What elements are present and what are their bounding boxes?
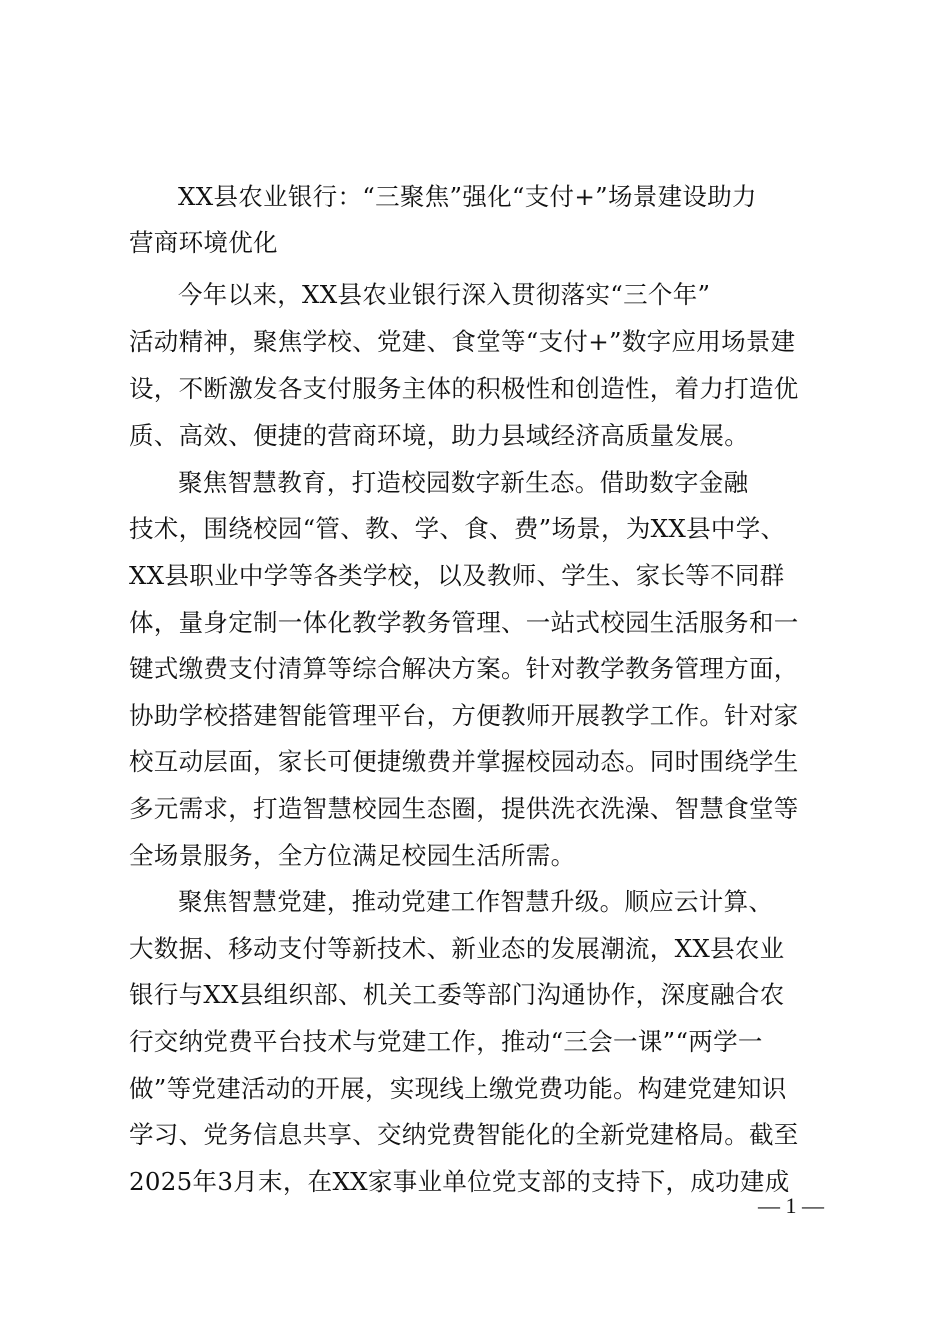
paragraph-3-line-3: 银行与XX县组织部、机关工委等部门沟通协作，深度融合农 <box>129 980 785 1009</box>
paragraph-2-line-5: 键式缴费支付清算等综合解决方案。针对教学教务管理方面， <box>129 654 799 683</box>
paragraph-3-line-5: 做”等党建活动的开展，实现线上缴党费功能。构建党建知识 <box>129 1074 787 1103</box>
paragraph-2-line-4: 体，量身定制一体化教学教务管理、一站式校园生活服务和一 <box>129 608 799 637</box>
paragraph-1-line-3: 设，不断激发各支付服务主体的积极性和创造性，着力打造优 <box>129 374 799 403</box>
paragraph-2-line-2: 技术，围绕校园“管、教、学、食、费”场景，为XX县中学、 <box>129 514 786 543</box>
title-line-1: XX县农业银行：“三聚焦”强化“支付+”场景建设助力 <box>178 182 757 211</box>
paragraph-1-line-2: 活动精神，聚焦学校、党建、食堂等“支付+”数字应用场景建 <box>129 327 796 356</box>
paragraph-2-line-1: 聚焦智慧教育，打造校园数字新生态。借助数字金融 <box>178 468 749 497</box>
paragraph-1-line-4: 质、高效、便捷的营商环境，助力县域经济高质量发展。 <box>129 421 749 450</box>
paragraph-1-line-1: 今年以来，XX县农业银行深入贯彻落实“三个年” <box>178 280 711 309</box>
paragraph-2-line-6: 协助学校搭建智能管理平台，方便教师开展教学工作。针对家 <box>129 701 799 730</box>
title-line-2: 营商环境优化 <box>129 228 278 257</box>
page-number: — 1 — <box>758 1193 824 1218</box>
paragraph-3-line-6: 学习、党务信息共享、交纳党费智能化的全新党建格局。截至 <box>129 1120 799 1149</box>
paragraph-3-line-4: 行交纳党费平台技术与党建工作，推动“三会一课”“两学一 <box>129 1027 763 1056</box>
paragraph-2-line-9: 全场景服务，全方位满足校园生活所需。 <box>129 841 576 870</box>
paragraph-2-line-8: 多元需求，打造智慧校园生态圈，提供洗衣洗澡、智慧食堂等 <box>129 794 799 823</box>
paragraph-3-line-7: 2025年3月末，在XX家事业单位党支部的支持下，成功建成 <box>129 1167 790 1196</box>
paragraph-2-line-3: XX县职业中学等各类学校，以及教师、学生、家长等不同群 <box>129 561 785 590</box>
paragraph-2-line-7: 校互动层面，家长可便捷缴费并掌握校园动态。同时围绕学生 <box>129 747 799 776</box>
paragraph-3-line-2: 大数据、移动支付等新技术、新业态的发展潮流，XX县农业 <box>129 934 785 963</box>
paragraph-3-line-1: 聚焦智慧党建，推动党建工作智慧升级。顺应云计算、 <box>178 887 774 916</box>
